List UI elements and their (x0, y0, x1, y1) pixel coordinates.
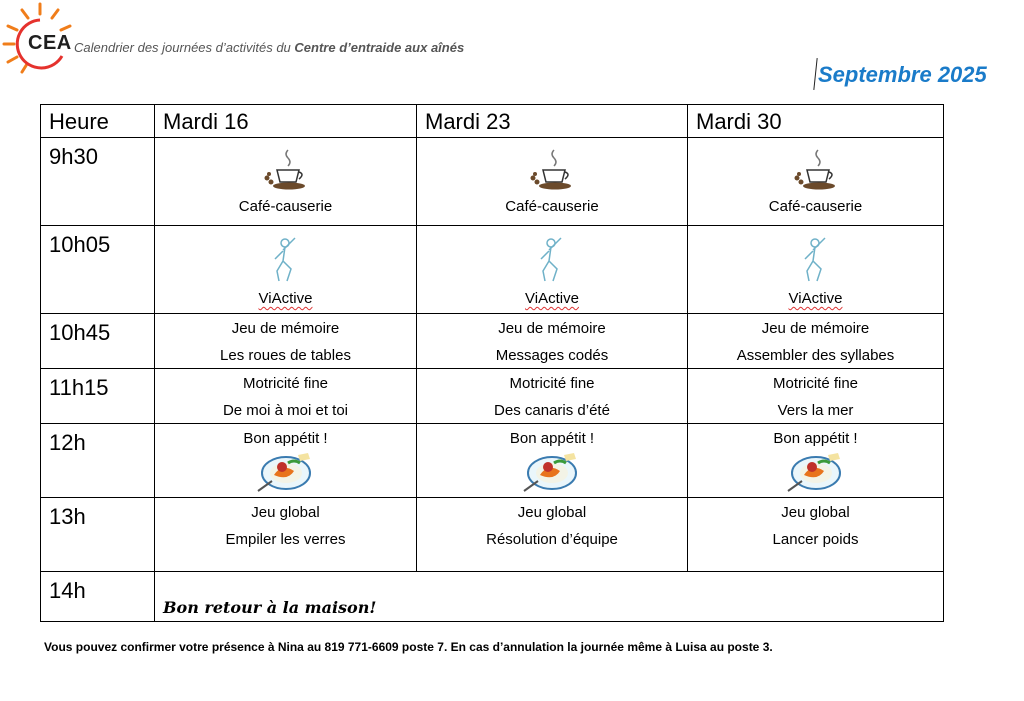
time-cell: 10h05 (41, 226, 155, 314)
activity-detail: Les roues de tables (220, 347, 351, 364)
table-row (41, 138, 944, 226)
activity-label: Motricité fine (509, 375, 595, 392)
exercise-figure-icon (155, 236, 416, 284)
activity-label: Jeu de mémoire (761, 320, 870, 337)
activity-cell (688, 314, 944, 369)
activity-cell (155, 226, 417, 314)
table-row (41, 498, 944, 572)
header-row (41, 105, 944, 138)
month-title: Septembre 2025 (818, 62, 987, 87)
activity-cell (417, 226, 688, 314)
activity-cell (688, 138, 944, 226)
activity-cell (688, 369, 944, 424)
closing-message: Bon retour à la maison! (155, 572, 944, 622)
exercise-figure-icon (417, 236, 687, 284)
activity-detail: Empiler les verres (225, 531, 346, 548)
activity-label: Jeu global (251, 504, 320, 521)
header-time: Heure (41, 105, 155, 138)
time-cell: 11h15 (41, 369, 155, 424)
footer-note: Vous pouvez confirmer votre présence à Nina au 819 771-6609 poste 7. En cas d’annulation la journée même à Luisa au poste 3. (44, 640, 773, 654)
table-row (41, 226, 944, 314)
table-row (41, 314, 944, 369)
header-day: Mardi 16 (155, 105, 417, 138)
activity-label: Café-causerie (238, 198, 333, 215)
table-row (41, 572, 944, 622)
activity-cell (417, 498, 688, 572)
activity-label: Motricité fine (242, 375, 329, 392)
table-row (41, 424, 944, 498)
activity-detail: Lancer poids (772, 531, 859, 548)
activity-detail: De moi à moi et toi (222, 402, 349, 419)
activity-label: Bon appétit ! (243, 430, 328, 447)
activity-calendar (40, 104, 944, 622)
activity-label: Jeu global (781, 504, 850, 521)
time-cell: 10h45 (41, 314, 155, 369)
meal-plate-icon (155, 449, 416, 495)
logo-text: CEA (28, 32, 72, 54)
activity-detail: Vers la mer (777, 402, 854, 419)
exercise-figure-icon (688, 236, 943, 284)
time-cell: 13h (41, 498, 155, 572)
coffee-cup-icon (688, 148, 943, 192)
activity-label: ViActive (788, 290, 843, 307)
coffee-cup-icon (417, 148, 687, 192)
activity-cell (155, 314, 417, 369)
meal-plate-icon (417, 449, 687, 495)
time-cell: 9h30 (41, 138, 155, 226)
activity-label: Jeu de mémoire (231, 320, 340, 337)
meal-plate-icon (688, 449, 943, 495)
activity-label: Café-causerie (768, 198, 863, 215)
activity-detail: Messages codés (495, 347, 609, 364)
time-cell: 12h (41, 424, 155, 498)
header-day: Mardi 30 (688, 105, 944, 138)
activity-label: Café-causerie (505, 198, 599, 215)
header-day: Mardi 23 (417, 105, 688, 138)
page-subtitle: Calendrier des journées d’activités du Centre d’entraide aux aînés (74, 40, 465, 55)
time-cell: 14h (41, 572, 155, 622)
cea-logo (0, 0, 80, 76)
coffee-cup-icon (155, 148, 416, 192)
activity-detail: Assembler des syllabes (736, 347, 895, 364)
activity-cell (417, 138, 688, 226)
activity-cell (417, 314, 688, 369)
activity-cell (417, 369, 688, 424)
table-row (41, 369, 944, 424)
activity-label: Jeu global (517, 504, 587, 521)
activity-label: Motricité fine (772, 375, 859, 392)
activity-label: ViActive (258, 290, 313, 307)
activity-label: Bon appétit ! (509, 430, 595, 447)
activity-cell (155, 498, 417, 572)
activity-cell (688, 226, 944, 314)
activity-cell (688, 498, 944, 572)
activity-label: Bon appétit ! (773, 430, 858, 447)
activity-cell (688, 424, 944, 498)
activity-cell (417, 424, 688, 498)
activity-cell (155, 424, 417, 498)
activity-detail: Des canaris d’été (494, 402, 610, 419)
activity-detail: Résolution d’équipe (486, 531, 618, 548)
activity-label: Jeu de mémoire (498, 320, 606, 337)
activity-cell (155, 138, 417, 226)
activity-label: ViActive (525, 290, 579, 307)
activity-cell (155, 369, 417, 424)
